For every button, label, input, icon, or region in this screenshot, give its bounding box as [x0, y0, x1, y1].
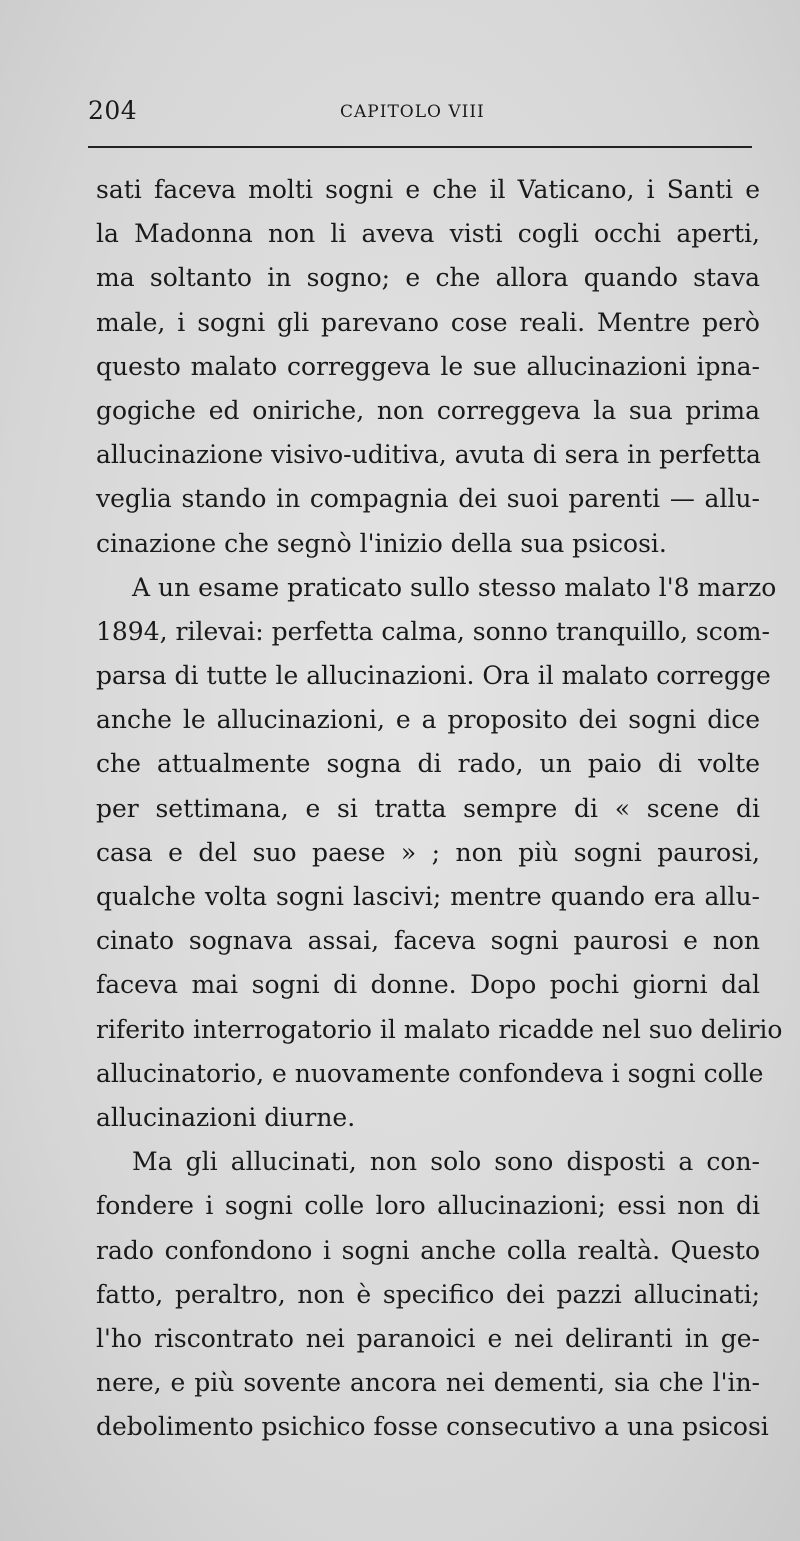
text-line: questo malato correggeva le sue allucinazioni ipna- — [96, 351, 760, 381]
header-rule — [88, 146, 752, 148]
text-line: sati faceva molti sogni e che il Vaticano, i Santi e — [96, 175, 760, 204]
text-line: riferito interrogatorio il malato ricadde nel suo delirio — [96, 1014, 783, 1044]
text-line: qualche volta sogni lascivi; mentre quando era allu- — [96, 882, 760, 911]
text-line: A un esame praticato sullo stesso malato l'8 marzo — [132, 572, 777, 602]
page-header — [88, 96, 754, 126]
body-text — [96, 168, 783, 1449]
text-line: allucinazioni diurne. — [96, 1102, 356, 1132]
text-line: faceva mai sogni di donne. Dopo pochi giorni dal — [96, 970, 760, 1000]
text-line: la Madonna non li aveva visti cogli occhi aperti, — [96, 219, 760, 249]
text-line: male, i sogni gli parevano cose reali. Mentre però — [96, 307, 760, 337]
text-line: casa e del suo paese » ; non più sogni paurosi, — [96, 837, 760, 867]
text-line: debolimento psichico fosse consecutivo a una psicosi — [96, 1412, 769, 1442]
running-head: CAPITOLO VIII — [340, 102, 485, 122]
text-line: veglia stando in compagnia dei suoi parenti — allu- — [96, 484, 760, 514]
text-line: fatto, peraltro, non è specifico dei pazzi allucinati; — [96, 1279, 760, 1309]
text-line: gogiche ed oniriche, non correggeva la sua prima — [96, 395, 760, 425]
text-line: nere, e più sovente ancora nei dementi, sia che l'in- — [96, 1368, 760, 1398]
text-line: anche le allucinazioni, e a proposito dei sogni dice — [96, 705, 760, 735]
text-line: 1894, rilevai: perfetta calma, sonno tranquillo, scom- — [96, 616, 770, 646]
text-line: cinazione che segnò l'inizio della sua psicosi. — [96, 528, 667, 558]
text-line: allucinatorio, e nuovamente confondeva i sogni colle — [96, 1058, 764, 1088]
text-line: Ma gli allucinati, non solo sono disposti a con- — [132, 1147, 760, 1177]
text-line: fondere i sogni colle loro allucinazioni; essi non di — [96, 1191, 760, 1221]
text-line: per settimana, e si tratta sempre di « scene di — [96, 793, 760, 823]
page-number: 204 — [88, 96, 138, 125]
text-line: rado confondono i sogni anche colla realtà. Questo — [96, 1235, 760, 1265]
text-line: allucinazione visivo-uditiva, avuta di sera in perfetta — [96, 440, 761, 470]
text-line: cinato sognava assai, faceva sogni paurosi e non — [96, 926, 760, 956]
text-line: parsa di tutte le allucinazioni. Ora il malato corregge — [96, 661, 771, 691]
text-line: ma soltanto in sogno; e che allora quando stava — [96, 263, 760, 293]
text-line: che attualmente sogna di rado, un paio di volte — [96, 749, 760, 779]
text-line: l'ho riscontrato nei paranoici e nei deliranti in ge- — [96, 1323, 760, 1353]
